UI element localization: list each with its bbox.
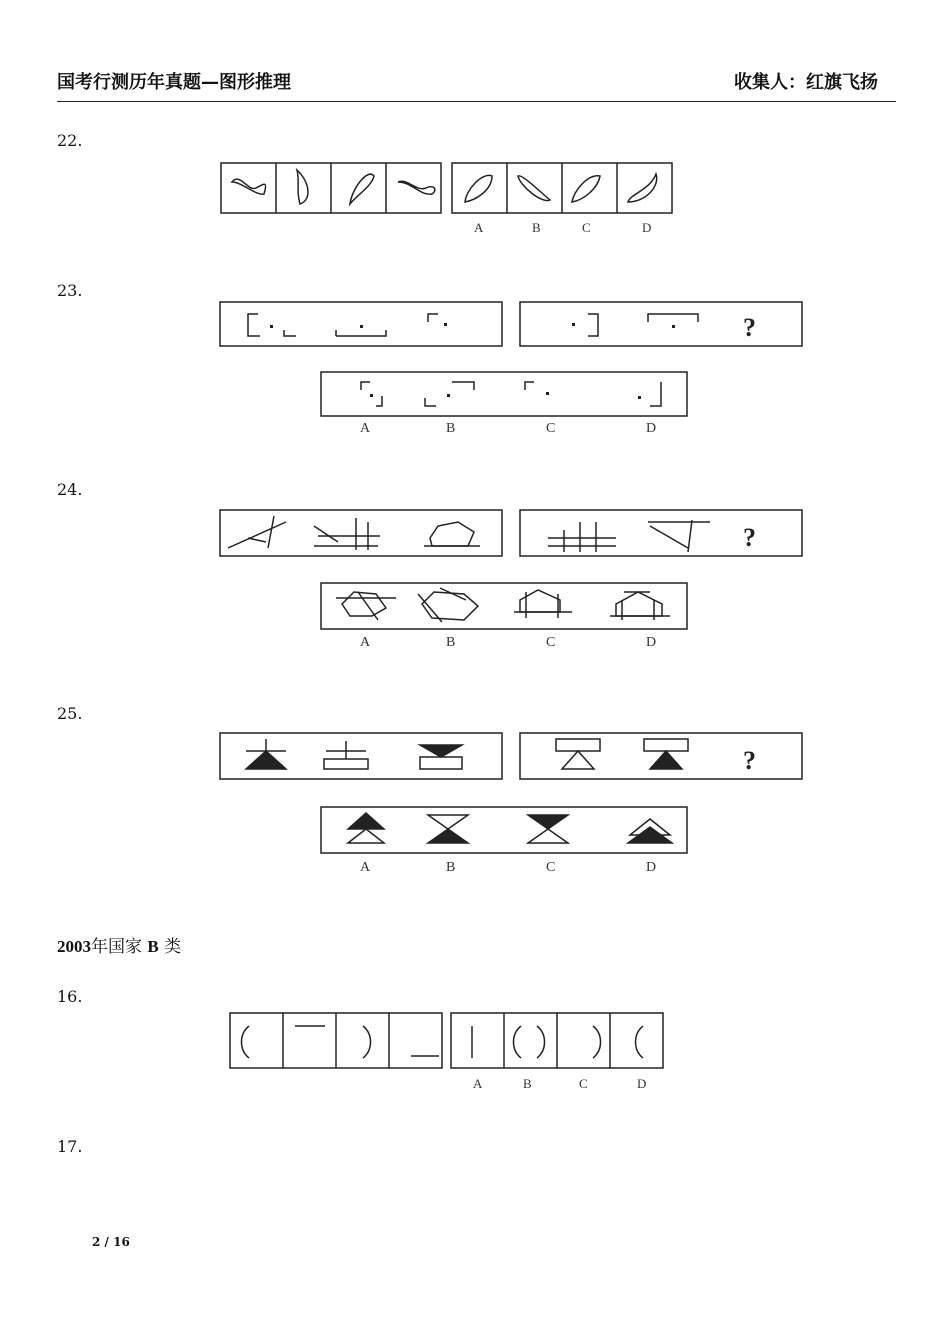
option-label: A <box>474 220 484 235</box>
q24-figure <box>218 508 803 648</box>
header-divider <box>57 101 896 102</box>
collector-label: 收集人：红旗飞扬 <box>734 72 878 93</box>
question-mark: ? <box>743 746 756 775</box>
option-label: A <box>473 1076 483 1091</box>
question-mark: ? <box>743 523 756 552</box>
section-class: B <box>147 937 159 956</box>
q16-figure <box>229 1012 669 1097</box>
option-label: B <box>446 421 456 436</box>
section-heading <box>57 932 181 957</box>
option-label: B <box>532 220 541 235</box>
section-year: 2003 <box>57 937 91 956</box>
question-number: 23. <box>57 281 83 300</box>
q23-figure <box>218 300 803 440</box>
option-label: C <box>582 220 591 235</box>
q25-figure <box>218 731 803 876</box>
option-label: C <box>546 860 556 875</box>
question-number: 17. <box>57 1137 83 1156</box>
option-label: C <box>546 635 556 650</box>
question-number: 25. <box>57 704 83 723</box>
question-number: 22. <box>57 131 83 150</box>
option-label: A <box>360 635 371 650</box>
question-mark: ? <box>743 313 756 342</box>
option-label: C <box>579 1076 588 1091</box>
document-title: 国考行测历年真题—图形推理 <box>57 72 291 93</box>
option-label: B <box>523 1076 532 1091</box>
option-label: B <box>446 860 456 875</box>
option-label: D <box>637 1076 647 1091</box>
option-label: B <box>446 635 456 650</box>
option-label: C <box>546 421 556 436</box>
q22-figure <box>220 160 680 240</box>
question-number: 24. <box>57 480 83 499</box>
section-title: 年国家 <box>91 937 142 957</box>
option-label: D <box>646 421 657 436</box>
option-label: D <box>646 635 657 650</box>
section-suffix: 类 <box>164 937 182 957</box>
option-label: A <box>360 421 371 436</box>
option-label: A <box>360 860 371 875</box>
option-label: D <box>642 220 652 235</box>
page-number: 2 / 16 <box>92 1235 130 1249</box>
question-number: 16. <box>57 987 83 1006</box>
option-label: D <box>646 860 657 875</box>
